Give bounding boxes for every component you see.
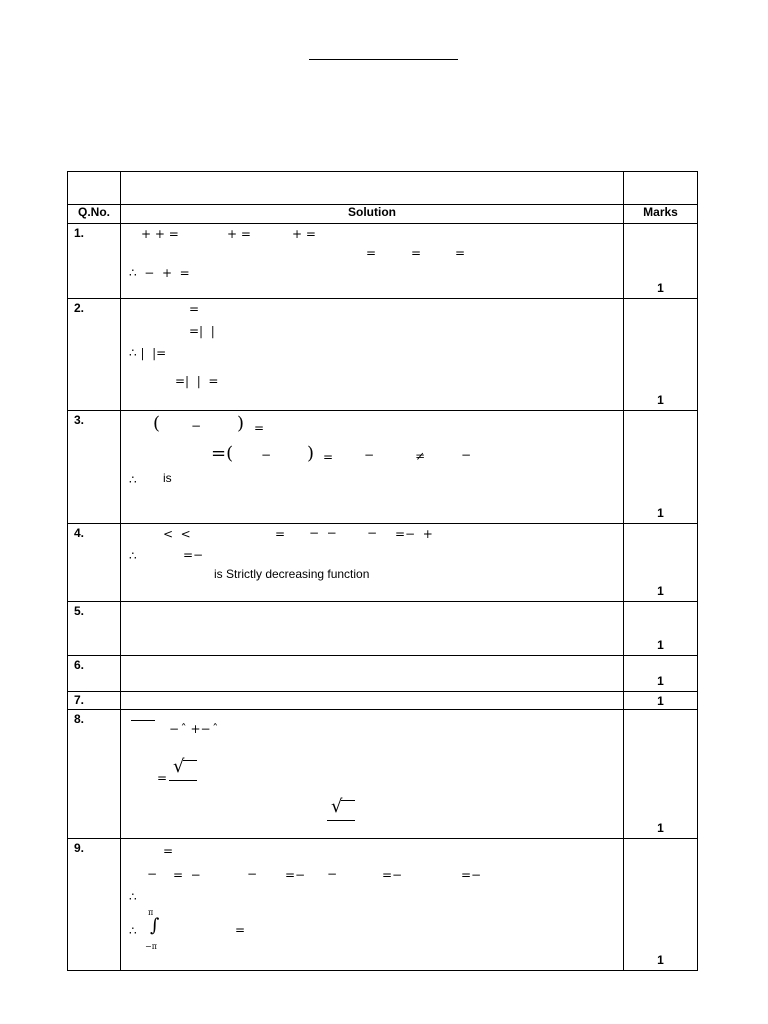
math-glyph: + = [227, 227, 251, 241]
math-glyph: ) [307, 443, 315, 464]
math-glyph: ∴ [129, 473, 137, 487]
math-glyph: = [235, 923, 246, 937]
math-glyph: + = [292, 227, 316, 241]
math-glyph: =− [382, 868, 403, 882]
math-glyph: − − [309, 526, 337, 540]
row-qno: 2. [68, 299, 121, 411]
sqrt-bar [341, 800, 355, 801]
row-qno: 8. [68, 710, 121, 839]
math-glyph: ∴ [129, 890, 137, 904]
math-glyph: = [163, 844, 174, 858]
row-qno: 9. [68, 839, 121, 971]
table-row [68, 524, 698, 602]
sqrt-bar [183, 760, 197, 761]
row-solution [121, 710, 624, 839]
solution-text: is Strictly decreasing function [214, 567, 370, 581]
table-row [68, 839, 698, 971]
table-top-row [68, 172, 698, 205]
math-glyph: = [411, 246, 422, 260]
sqrt-glyph: √ [331, 796, 343, 817]
row-solution [121, 839, 624, 971]
math-glyph: = [157, 771, 168, 785]
row-solution [121, 224, 624, 299]
header-qno: Q.No. [68, 205, 121, 224]
math-glyph: ∴ | |= [129, 346, 167, 360]
sqrt-glyph: √ [173, 756, 185, 777]
header-marks: Marks [624, 205, 698, 224]
vector-bar [131, 720, 155, 721]
table-row [68, 602, 698, 656]
math-glyph: − [461, 448, 472, 462]
math-glyph: − [147, 867, 158, 881]
table-row [68, 656, 698, 692]
math-glyph: − [191, 419, 202, 433]
math-glyph: = [189, 302, 200, 316]
row-marks: 1 [624, 710, 698, 839]
row-marks: 1 [624, 656, 698, 692]
math-glyph: = [275, 527, 286, 541]
row-qno: 6. [68, 656, 121, 692]
math-glyph: ∴ [129, 549, 137, 563]
row-marks: 1 [624, 524, 698, 602]
math-glyph: + + = [141, 227, 179, 241]
header-solution: Solution [121, 205, 624, 224]
row-solution [121, 411, 624, 524]
math-glyph: ∴ [129, 924, 137, 938]
math-glyph: ≠ [415, 449, 426, 463]
row-marks: 1 [624, 839, 698, 971]
math-glyph: − [364, 448, 375, 462]
math-glyph: ( [153, 413, 161, 434]
math-glyph: = − [173, 868, 201, 882]
math-glyph: =− + [395, 527, 433, 541]
fraction-bar [327, 820, 355, 821]
row-qno: 1. [68, 224, 121, 299]
math-glyph: −π [145, 942, 157, 951]
math-glyph: =− [285, 868, 306, 882]
table-row [68, 299, 698, 411]
row-solution [121, 524, 624, 602]
table-row [68, 692, 698, 710]
math-glyph: =( [211, 443, 234, 464]
math-glyph: =− [183, 548, 204, 562]
header-row [68, 205, 698, 224]
math-glyph: − [367, 526, 378, 540]
math-glyph: =| | [189, 324, 215, 338]
row-marks: 1 [624, 299, 698, 411]
math-glyph: − [247, 867, 258, 881]
table-row [68, 411, 698, 524]
row-solution [121, 656, 624, 692]
math-glyph: − [261, 448, 272, 462]
row-qno: 7. [68, 692, 121, 710]
row-marks: 1 [624, 411, 698, 524]
row-solution [121, 299, 624, 411]
math-glyph: − [327, 867, 338, 881]
row-solution [121, 602, 624, 656]
row-marks: 1 [624, 224, 698, 299]
integral-glyph: ∫ [150, 915, 160, 936]
math-glyph: = [366, 246, 377, 260]
row-qno: 4. [68, 524, 121, 602]
row-qno: 5. [68, 602, 121, 656]
fraction-bar [169, 780, 197, 781]
math-glyph: − ̂ +− ̂ [169, 722, 219, 736]
title-underline [309, 59, 458, 60]
math-glyph: π [148, 908, 154, 917]
math-glyph: = [323, 450, 334, 464]
row-qno: 3. [68, 411, 121, 524]
math-glyph: = [455, 246, 466, 260]
math-glyph: =| | = [175, 374, 219, 388]
row-marks: 1 [624, 692, 698, 710]
math-glyph: ∴ − + = [129, 266, 190, 280]
row-marks: 1 [624, 602, 698, 656]
solution-table [67, 171, 698, 971]
solution-text: is [163, 471, 172, 485]
table-row [68, 224, 698, 299]
math-glyph: < < [163, 527, 191, 541]
math-glyph: = [254, 421, 265, 435]
math-glyph: ) [237, 413, 245, 434]
table-row [68, 710, 698, 839]
math-glyph: =− [461, 868, 482, 882]
row-solution [121, 692, 624, 710]
